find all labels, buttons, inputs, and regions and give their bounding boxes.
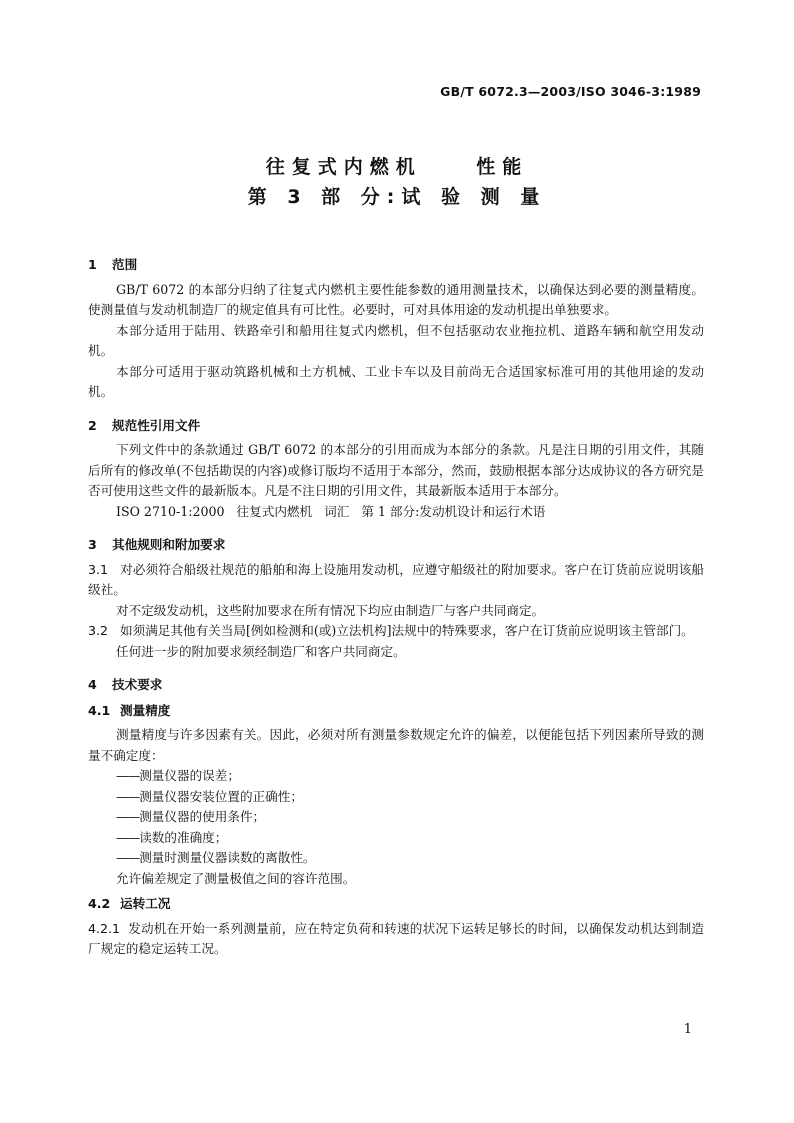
clause-3-2 — [88, 621, 704, 642]
title-line-1: 往复式内燃机 性能 — [265, 156, 529, 178]
section-title: 其他规则和附加要求 — [112, 537, 226, 552]
paragraph: 下列文件中的条款通过 GB/T 6072 的本部分的引用而成为本部分的条款。凡是注日期的引用文件，其随后所有的修改单(不包括勘误的内容)或修订版均不适用于本部分，然而，鼓励根据本部分达成协议的各方研究是否可使用这些文件的最新版本。凡是不注日期的引用文件，其最新版本适用于本部分。 — [88, 442, 704, 498]
page-number: 1 — [683, 1022, 692, 1037]
paragraph: GB/T 6072 的本部分归纳了往复式内燃机主要性能参数的通用测量技术，以确保达到必要的测量精度。使测量值与发动机制造厂的规定值具有可比性。必要时，可对具体用途的发动机提出单独要求。 — [88, 281, 704, 317]
section-1-heading — [88, 255, 704, 276]
section-title: 规范性引用文件 — [112, 417, 201, 433]
clause-number: 3.2 — [88, 623, 109, 638]
list-item: —— 读数的准确度； — [88, 828, 704, 849]
subsection-4-2-heading — [88, 894, 704, 915]
title-line-2: 第 3 部 分:试 验 测 量 — [247, 186, 547, 208]
subsection-number: 4.1 — [88, 702, 111, 718]
paragraph: 对不定级发动机，这些附加要求在所有情况下均应由制造厂与客户共同商定。 — [116, 602, 545, 618]
clause-text: 如须满足其他有关当局[例如检测和(或)立法机构]法规中的特殊要求，客户在订货前应说明该主管部门。 — [120, 623, 694, 638]
section-3-heading — [88, 535, 704, 556]
clause-3-1 — [88, 560, 704, 601]
clause-text: 对必须符合船级社规范的船舶和海上设施用发动机，应遵守船级社的附加要求。客户在订货前应说明该船级社。 — [88, 561, 704, 597]
clause-number: 4.2.1 — [88, 920, 121, 936]
subsection-title: 测量精度 — [120, 702, 171, 718]
paragraph: 允许偏差规定了测量极值之间的容许范围。 — [116, 870, 356, 886]
list-item: —— 测量仪器的使用条件； — [88, 807, 704, 828]
clause-text: 发动机在开始一系列测量前，应在特定负荷和转速的状况下运转足够长的时间，以确保发动机达到制造厂规定的稳定运转工况。 — [88, 920, 704, 956]
subsection-number: 4.2 — [88, 896, 111, 911]
document-body — [88, 250, 704, 960]
normative-reference: ISO 2710-1:2000 往复式内燃机 词汇 第 1 部分:发动机设计和运行术语 — [116, 503, 546, 519]
section-title: 范围 — [112, 257, 138, 272]
section-number: 4 — [88, 677, 97, 692]
paragraph: 测量精度与许多因素有关。因此，必须对所有测量参数规定允许的偏差，以便能包括下列因素所导致的测量不确定度： — [88, 727, 704, 763]
paragraph: 本部分适用于陆用、铁路牵引和船用往复式内燃机，但不包括驱动农业拖拉机、道路车辆和航空用发动机。 — [88, 322, 704, 358]
section-number: 2 — [88, 417, 97, 433]
section-4-heading — [88, 675, 704, 696]
section-number: 3 — [88, 537, 97, 552]
subsection-4-1-heading — [88, 701, 704, 722]
clause-number: 3.1 — [88, 561, 109, 577]
section-number: 1 — [88, 257, 97, 272]
section-2-heading — [88, 416, 704, 437]
paragraph: 本部分可适用于驱动筑路机械和土方机械、工业卡车以及目前尚无合适国家标准可用的其他用途的发动机。 — [88, 363, 704, 399]
subsection-title: 运转工况 — [120, 896, 171, 911]
paragraph: 任何进一步的附加要求须经制造厂和客户共同商定。 — [116, 643, 406, 659]
document-title — [0, 152, 794, 212]
list-item: —— 测量时测量仪器读数的离散性。 — [88, 848, 704, 869]
section-title: 技术要求 — [112, 677, 163, 692]
standard-code: GB/T 6072.3—2003/ISO 3046-3:1989 — [440, 84, 701, 99]
clause-4-2-1 — [88, 919, 704, 960]
list-item: —— 测量仪器安装位置的正确性； — [88, 787, 704, 808]
list-item: —— 测量仪器的误差； — [88, 766, 704, 787]
